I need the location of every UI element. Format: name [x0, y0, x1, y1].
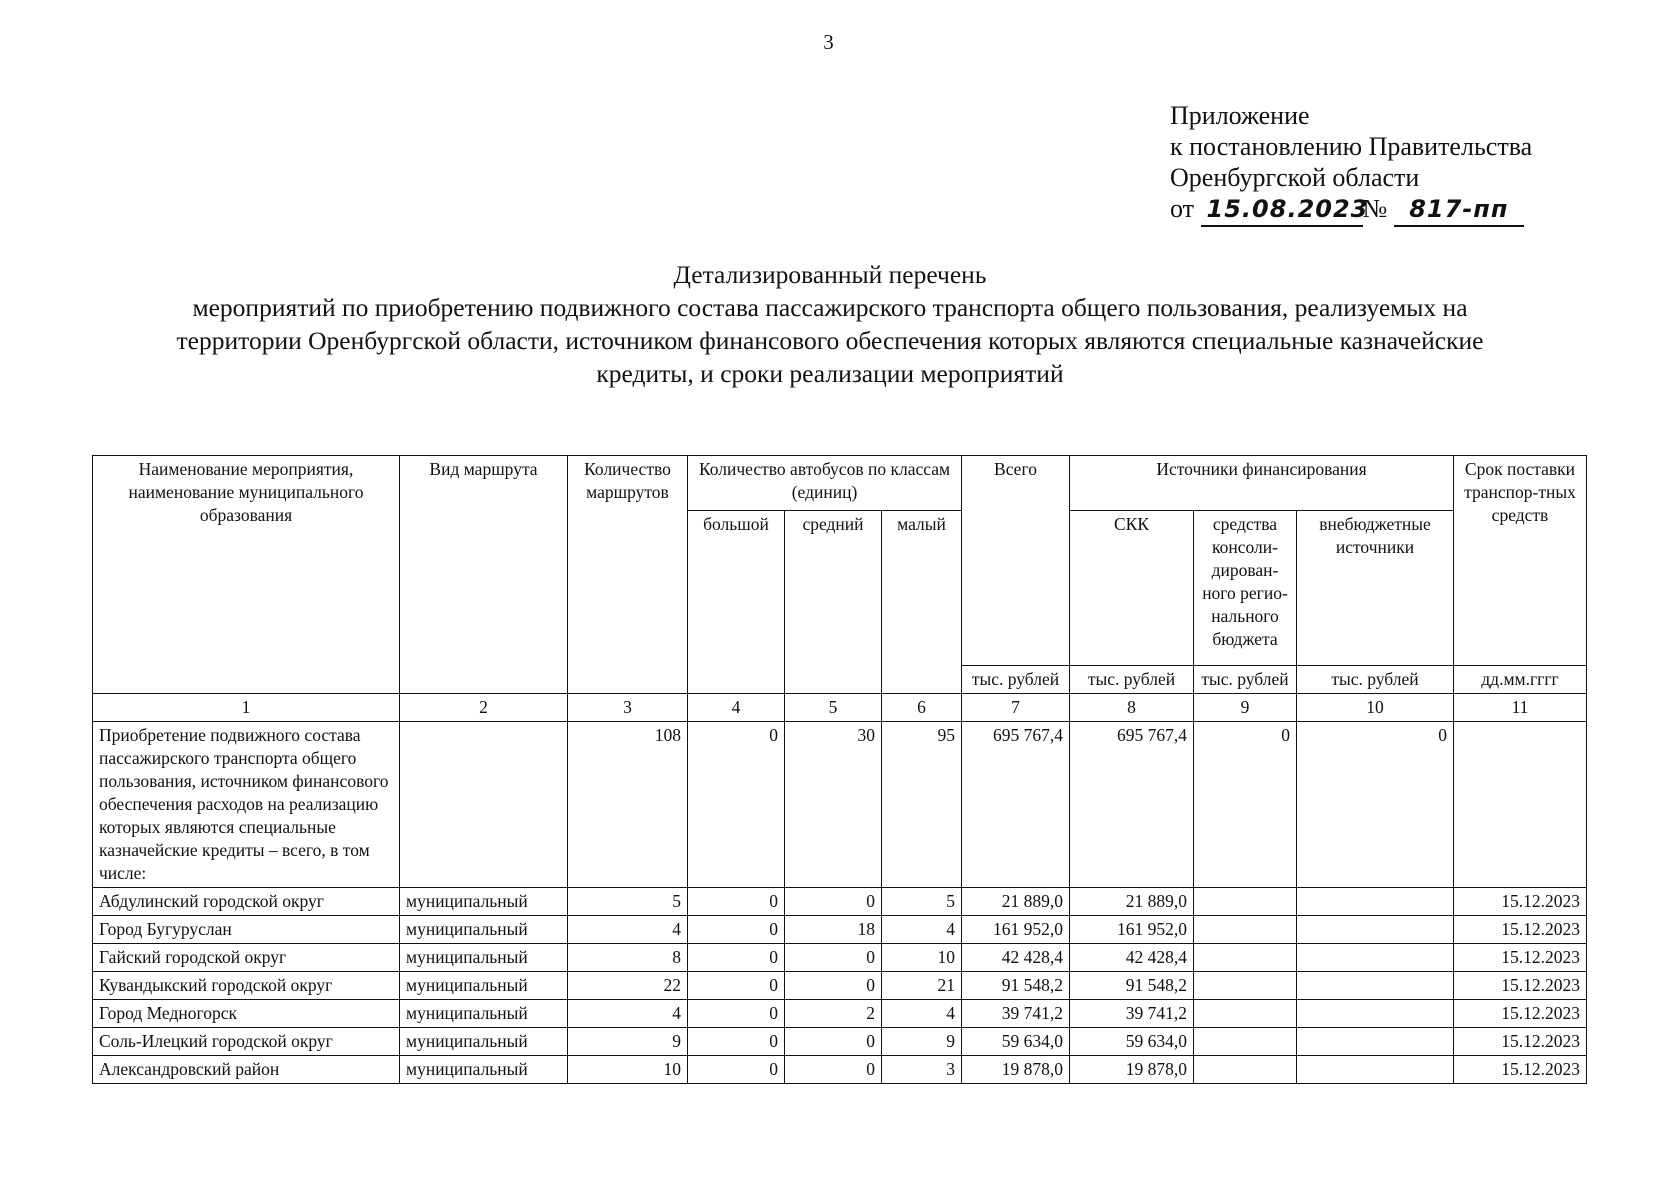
col-num: 10	[1297, 694, 1454, 722]
title-line-3: территории Оренбургской области, источником финансового обеспечения которых являются специальные казначейские	[176, 326, 1484, 355]
col-num: 6	[882, 694, 962, 722]
cell-name: Соль-Илецкий городской округ	[93, 1028, 400, 1056]
col-num: 5	[785, 694, 882, 722]
header-delivery-term: Срок поставки транспор-тных средств	[1454, 456, 1587, 666]
header-small: малый	[882, 511, 962, 694]
cell-extra	[1297, 944, 1454, 972]
cell-large: 0	[688, 888, 785, 916]
cell-medium: 0	[785, 1028, 882, 1056]
cell-name: Абдулинский городской округ	[93, 888, 400, 916]
col-num: 7	[962, 694, 1070, 722]
header-row-1	[93, 456, 1587, 511]
summary-regional: 0	[1194, 722, 1297, 888]
cell-route-type: муниципальный	[400, 888, 568, 916]
summary-route-count: 108	[568, 722, 688, 888]
cell-name: Кувандыкский городской округ	[93, 972, 400, 1000]
cell-name: Александровский район	[93, 1056, 400, 1084]
number-sign: №	[1362, 194, 1388, 223]
cell-medium: 0	[785, 944, 882, 972]
cell-route-count: 8	[568, 944, 688, 972]
header-skk: СКК	[1070, 511, 1194, 666]
cell-regional	[1194, 1028, 1297, 1056]
header-buses-by-class: Количество автобусов по классам (единиц)	[688, 456, 962, 511]
unit-skk: тыс. рублей	[1070, 666, 1194, 694]
data-rows	[93, 888, 1587, 1084]
cell-term: 15.12.2023	[1454, 1000, 1587, 1028]
cell-route-count: 4	[568, 916, 688, 944]
column-numbers-row	[93, 694, 1587, 722]
cell-regional	[1194, 944, 1297, 972]
cell-extra	[1297, 972, 1454, 1000]
cell-total: 42 428,4	[962, 944, 1070, 972]
cell-small: 4	[882, 916, 962, 944]
unit-regional: тыс. рублей	[1194, 666, 1297, 694]
document-title	[80, 258, 1580, 390]
cell-medium: 0	[785, 972, 882, 1000]
cell-term: 15.12.2023	[1454, 888, 1587, 916]
cell-route-type: муниципальный	[400, 1000, 568, 1028]
appendix-line-2: к постановлению Правительства	[1170, 132, 1533, 161]
table-row	[93, 972, 1587, 1000]
header-route-type: Вид маршрута	[400, 456, 568, 694]
col-num: 2	[400, 694, 568, 722]
cell-route-type: муниципальный	[400, 972, 568, 1000]
cell-small: 21	[882, 972, 962, 1000]
cell-name: Город Медногорск	[93, 1000, 400, 1028]
appendix-line-4	[1170, 193, 1532, 227]
page-number: 3	[823, 30, 834, 54]
cell-large: 0	[688, 972, 785, 1000]
cell-route-count: 10	[568, 1056, 688, 1084]
col-num: 3	[568, 694, 688, 722]
header-name: Наименование мероприятия, наименование муниципального образования	[93, 456, 400, 694]
cell-total: 59 634,0	[962, 1028, 1070, 1056]
header-total: Всего	[962, 456, 1070, 666]
header-medium: средний	[785, 511, 882, 694]
summary-term	[1454, 722, 1587, 888]
cell-medium: 0	[785, 1056, 882, 1084]
cell-medium: 2	[785, 1000, 882, 1028]
cell-total: 161 952,0	[962, 916, 1070, 944]
table-row	[93, 1000, 1587, 1028]
header-funding-sources: Источники финансирования	[1070, 456, 1454, 511]
appendix-block	[1170, 100, 1532, 227]
cell-skk: 42 428,4	[1070, 944, 1194, 972]
summary-large: 0	[688, 722, 785, 888]
cell-term: 15.12.2023	[1454, 1028, 1587, 1056]
unit-date-format: дд.мм.гггг	[1454, 666, 1587, 694]
summary-extra: 0	[1297, 722, 1454, 888]
cell-route-count: 9	[568, 1028, 688, 1056]
cell-total: 19 878,0	[962, 1056, 1070, 1084]
cell-extra	[1297, 1056, 1454, 1084]
table-row	[93, 944, 1587, 972]
col-num: 4	[688, 694, 785, 722]
cell-large: 0	[688, 1056, 785, 1084]
appendix-prefix: от	[1170, 194, 1195, 223]
summary-skk: 695 767,4	[1070, 722, 1194, 888]
cell-skk: 161 952,0	[1070, 916, 1194, 944]
summary-medium: 30	[785, 722, 882, 888]
cell-skk: 59 634,0	[1070, 1028, 1194, 1056]
cell-total: 21 889,0	[962, 888, 1070, 916]
cell-skk: 19 878,0	[1070, 1056, 1194, 1084]
cell-skk: 91 548,2	[1070, 972, 1194, 1000]
header-route-count: Количество маршрутов	[568, 456, 688, 694]
cell-name: Город Бугуруслан	[93, 916, 400, 944]
cell-route-type: муниципальный	[400, 1028, 568, 1056]
header-large: большой	[688, 511, 785, 694]
cell-large: 0	[688, 1000, 785, 1028]
appendix-line-1: Приложение	[1170, 101, 1310, 130]
summary-route-type	[400, 722, 568, 888]
cell-small: 4	[882, 1000, 962, 1028]
cell-extra	[1297, 1000, 1454, 1028]
measures-table	[92, 455, 1587, 1084]
cell-regional	[1194, 1056, 1297, 1084]
unit-total: тыс. рублей	[962, 666, 1070, 694]
cell-extra	[1297, 916, 1454, 944]
col-num: 11	[1454, 694, 1587, 722]
cell-skk: 21 889,0	[1070, 888, 1194, 916]
header-regional-budget: средства консоли-дирован-ного регио-нального бюджета	[1194, 511, 1297, 666]
cell-regional	[1194, 916, 1297, 944]
cell-route-count: 5	[568, 888, 688, 916]
cell-extra	[1297, 1028, 1454, 1056]
table-row	[93, 1028, 1587, 1056]
table-row	[93, 1056, 1587, 1084]
title-line-1: Детализированный перечень	[673, 260, 987, 289]
title-line-4: кредиты, и сроки реализации мероприятий	[596, 359, 1064, 388]
unit-extra: тыс. рублей	[1297, 666, 1454, 694]
cell-total: 91 548,2	[962, 972, 1070, 1000]
cell-small: 5	[882, 888, 962, 916]
cell-route-type: муниципальный	[400, 944, 568, 972]
summary-small: 95	[882, 722, 962, 888]
cell-term: 15.12.2023	[1454, 944, 1587, 972]
title-line-2: мероприятий по приобретению подвижного состава пассажирского транспорта общего пользования, реализуемых на	[192, 293, 1468, 322]
cell-regional	[1194, 1000, 1297, 1028]
summary-row	[93, 722, 1587, 888]
summary-name: Приобретение подвижного состава пассажирского транспорта общего пользования, источником финансового обеспечения расходов на реализацию которых являются специальные казначейские кредиты – всего, в том числе:	[93, 722, 400, 888]
cell-term: 15.12.2023	[1454, 916, 1587, 944]
cell-total: 39 741,2	[962, 1000, 1070, 1028]
cell-medium: 18	[785, 916, 882, 944]
cell-route-count: 22	[568, 972, 688, 1000]
handwritten-number: 817-пп	[1394, 194, 1524, 227]
col-num: 8	[1070, 694, 1194, 722]
cell-large: 0	[688, 944, 785, 972]
col-num: 1	[93, 694, 400, 722]
cell-term: 15.12.2023	[1454, 972, 1587, 1000]
cell-route-type: муниципальный	[400, 1056, 568, 1084]
cell-regional	[1194, 972, 1297, 1000]
table-row	[93, 888, 1587, 916]
cell-small: 10	[882, 944, 962, 972]
cell-route-count: 4	[568, 1000, 688, 1028]
col-num: 9	[1194, 694, 1297, 722]
cell-route-type: муниципальный	[400, 916, 568, 944]
cell-small: 3	[882, 1056, 962, 1084]
summary-total: 695 767,4	[962, 722, 1070, 888]
cell-term: 15.12.2023	[1454, 1056, 1587, 1084]
header-extrabudgetary: внебюджетные источники	[1297, 511, 1454, 666]
cell-medium: 0	[785, 888, 882, 916]
cell-extra	[1297, 888, 1454, 916]
cell-name: Гайский городской округ	[93, 944, 400, 972]
cell-large: 0	[688, 1028, 785, 1056]
cell-regional	[1194, 888, 1297, 916]
cell-skk: 39 741,2	[1070, 1000, 1194, 1028]
appendix-line-3: Оренбургской области	[1170, 163, 1420, 192]
cell-large: 0	[688, 916, 785, 944]
cell-small: 9	[882, 1028, 962, 1056]
table-row	[93, 916, 1587, 944]
handwritten-date: 15.08.2023	[1201, 194, 1363, 227]
